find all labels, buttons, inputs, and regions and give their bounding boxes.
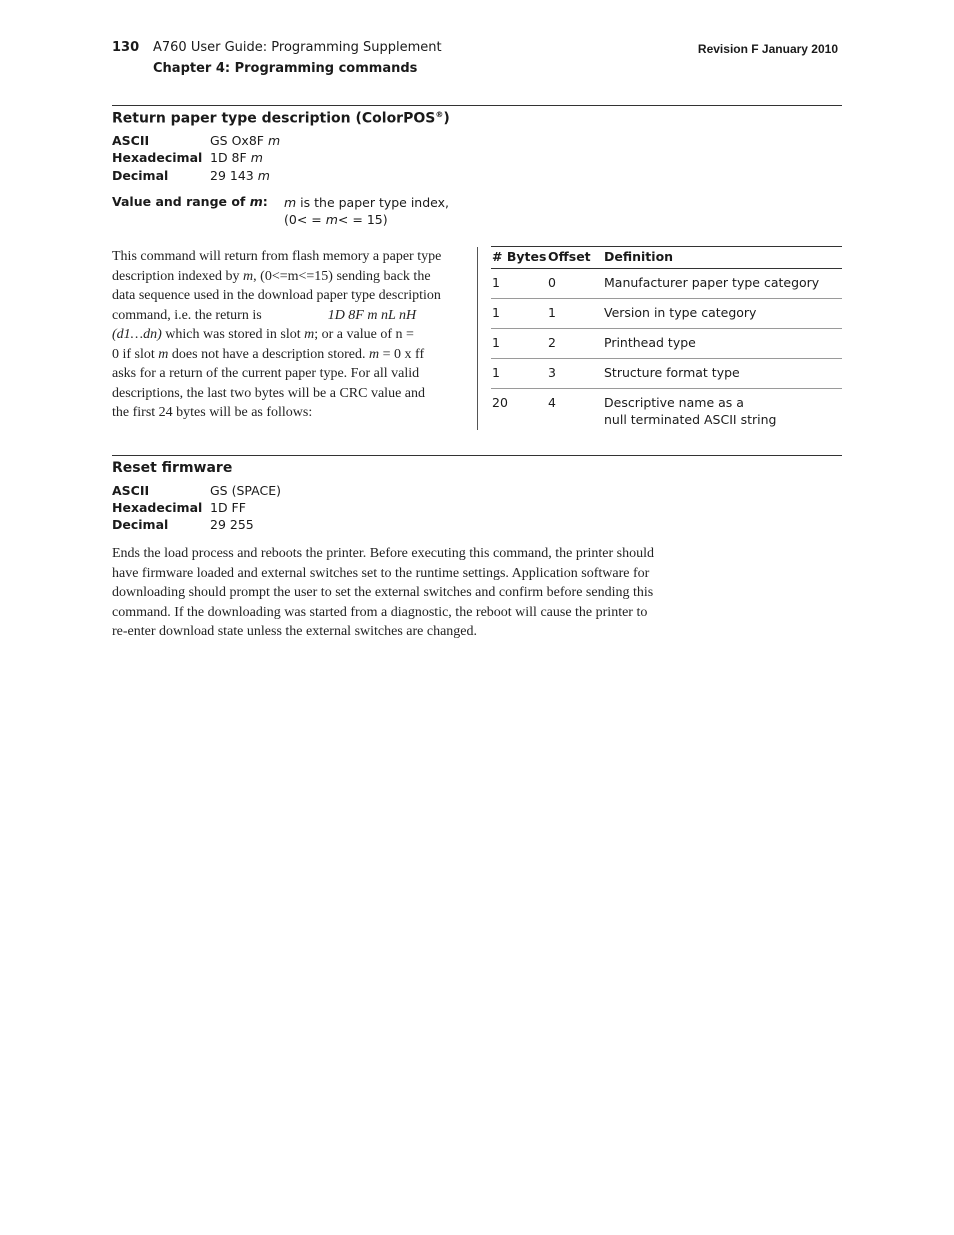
- section-title: Reset firmware: [112, 460, 233, 476]
- document-title: A760 User Guide: Programming Supplement: [153, 40, 442, 55]
- column-header-bytes: # Bytes: [492, 249, 547, 264]
- table-row: 1 3 Structure format type: [491, 359, 842, 389]
- column-header-definition: Definition: [604, 249, 674, 264]
- range-label: Value and range of m:: [112, 194, 268, 209]
- command-description: This command will return from flash memory a paper type description indexed by m, (0<=m<=15) sending back the data sequence used in the download paper type description command, i.e. the return is 1D 8F m nL nH (d1…dn) which was stored in slot m; or a value of n = 0 if slot m does not have a description stored. m = 0 x ff asks for a return of the current paper type. For all valid descriptions, the last two bytes will be a CRC value and the first 24 bytes will be as follows:: [112, 249, 442, 420]
- table-row: 20 4 Descriptive name as a null terminated ASCII string: [492, 395, 777, 427]
- range-value: m is the paper type index, (0< = m< = 15): [284, 195, 450, 227]
- column-header-offset: Offset: [548, 249, 591, 264]
- revision-label: Revision F January 2010: [697, 42, 838, 56]
- reset-description: Ends the load process and reboots the printer. Before executing this command, the printer should have firmware loaded and external switches set to the runtime settings. Application software for downloading should prompt the user to set the external switches and confirm before sending this command. If the downloading was started from a diagnostic, the reboot will cause the printer to re-enter download state unless the external switches are changed.: [112, 546, 654, 639]
- chapter-title: Chapter 4: Programming commands: [153, 61, 418, 76]
- column-divider: [477, 247, 478, 430]
- table-row: 1 2 Printhead type: [491, 329, 842, 359]
- table-header-row: [491, 247, 842, 269]
- section-divider: [112, 105, 842, 106]
- section-title: Return paper type description (ColorPOS®): [112, 110, 450, 127]
- page-number: 130: [112, 40, 140, 55]
- byte-definition-table: [491, 246, 842, 435]
- section-divider: [112, 455, 842, 456]
- table-row: 1 0 Manufacturer paper type category: [491, 269, 842, 299]
- table-row: 1 1 Version in type category: [491, 299, 842, 329]
